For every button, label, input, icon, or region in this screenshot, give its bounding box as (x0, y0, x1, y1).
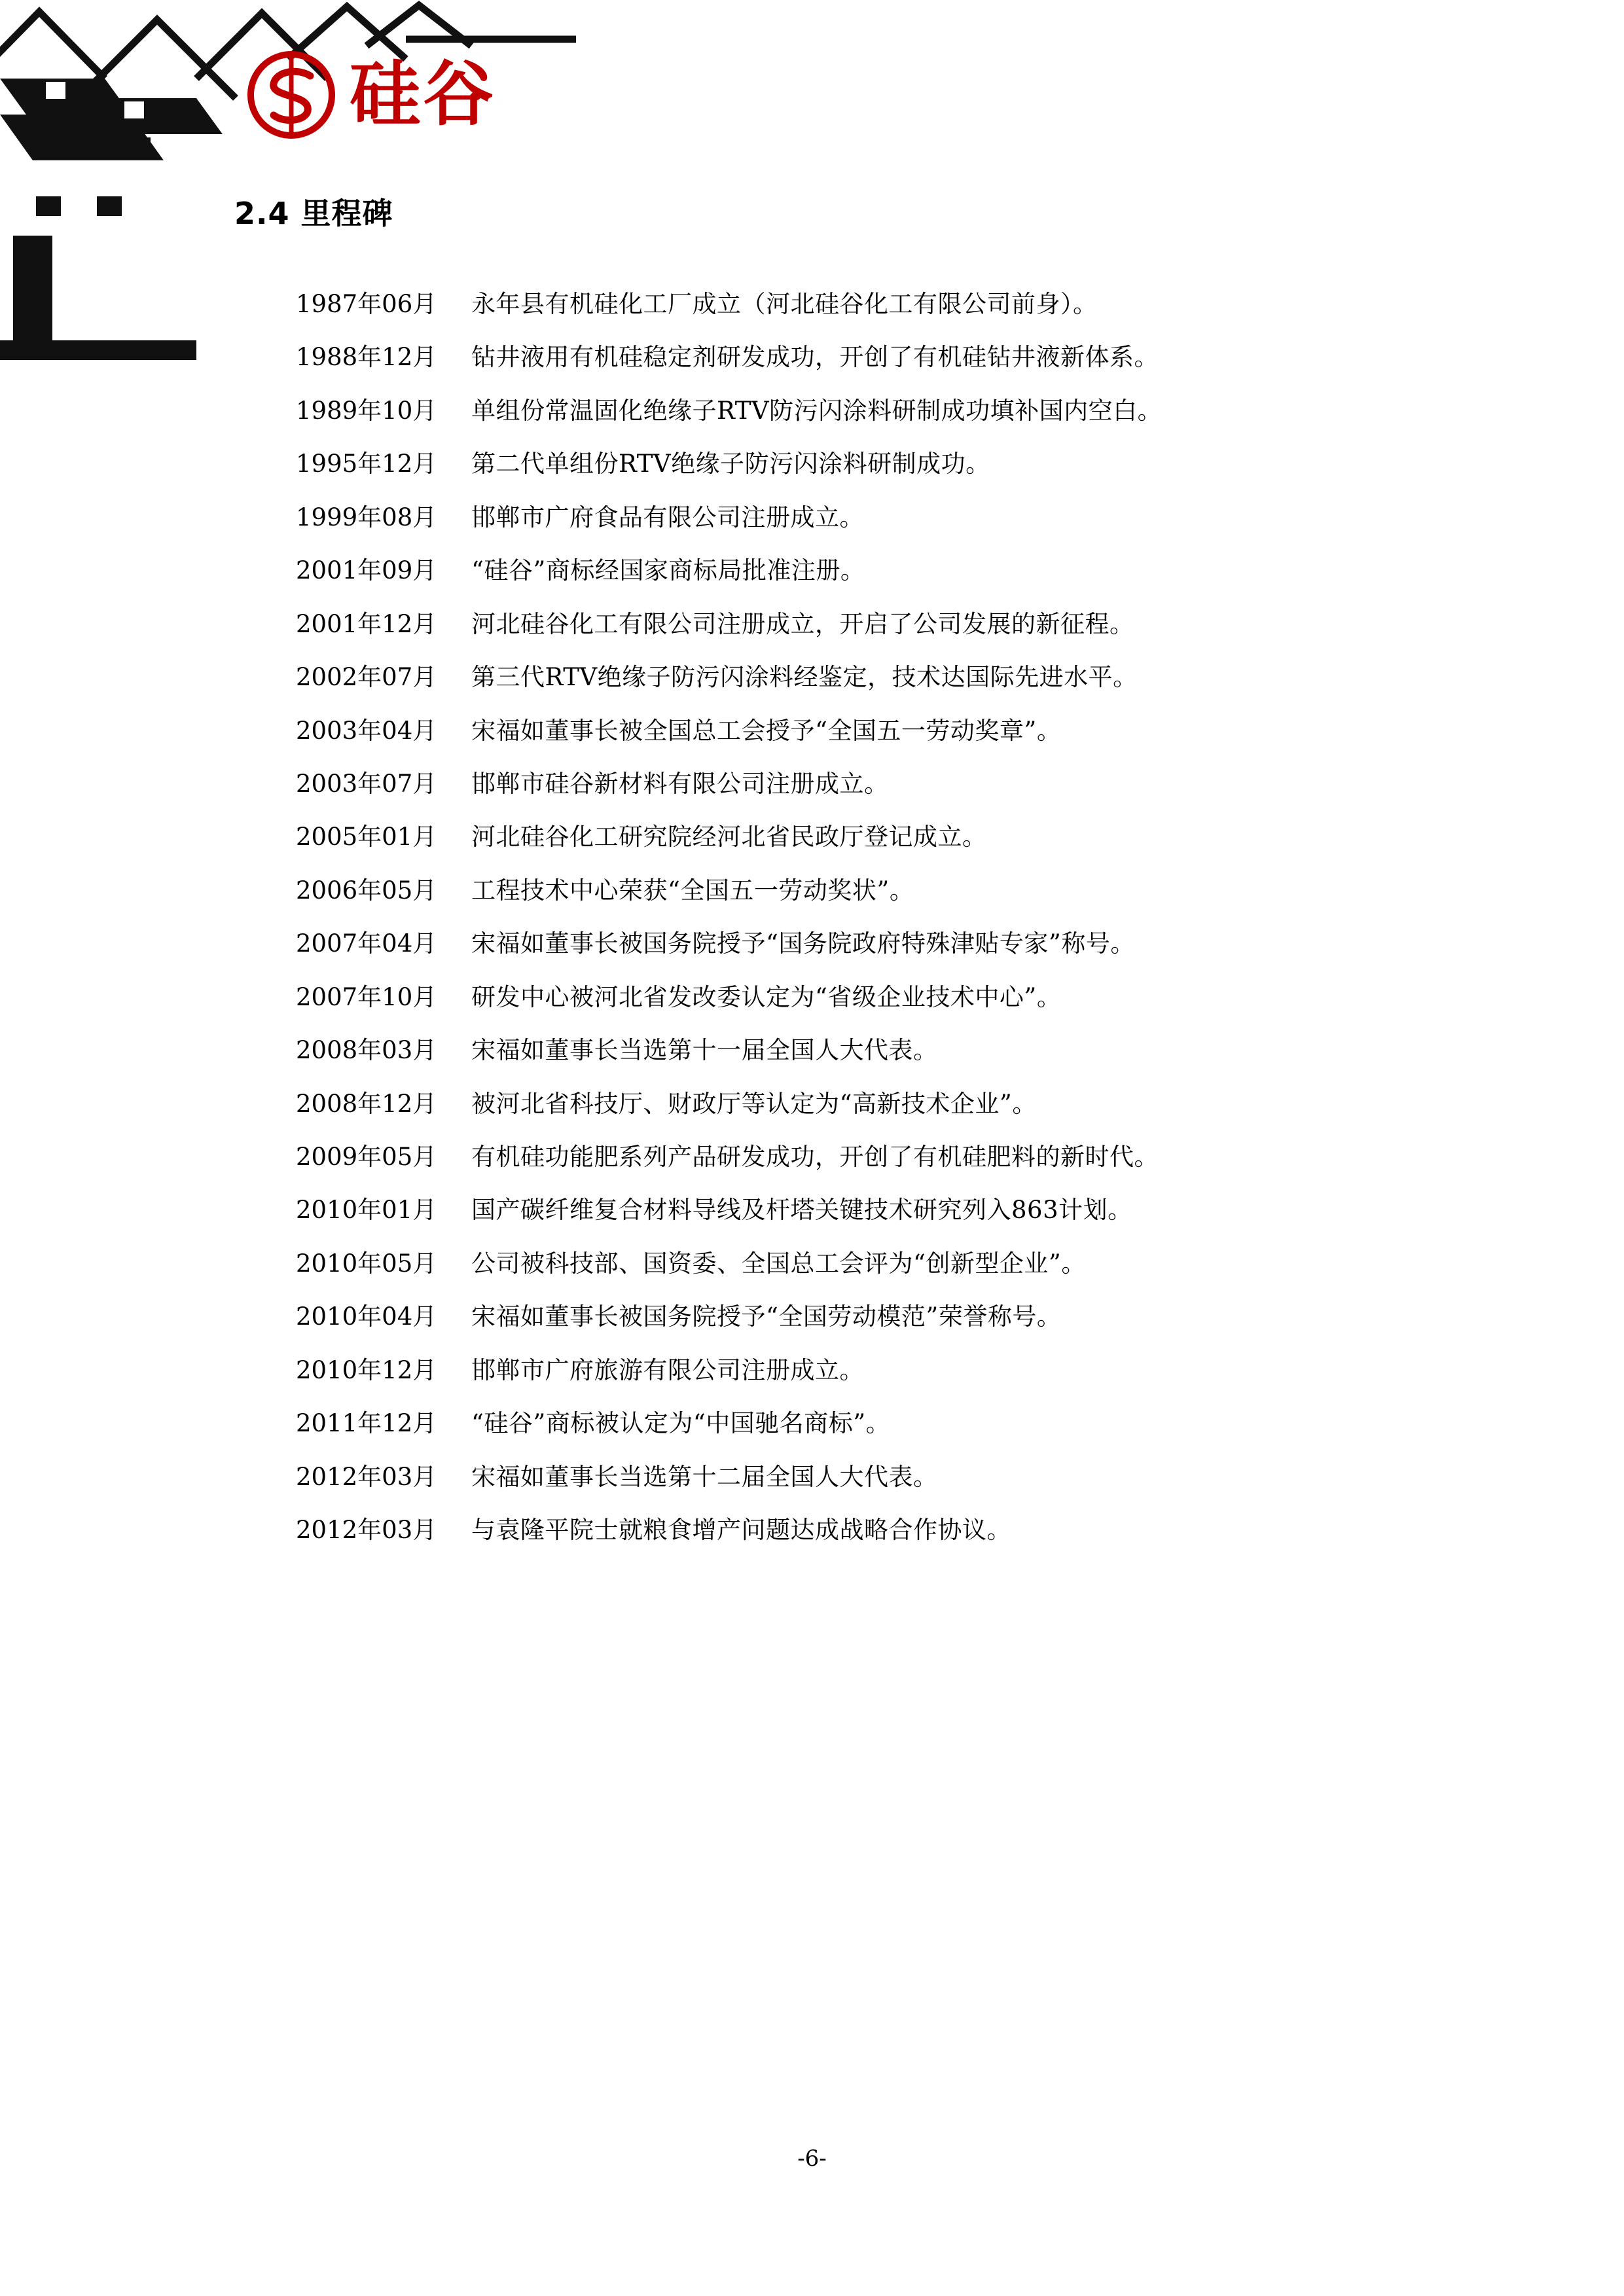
milestone-date: 2009年05月 (296, 1143, 437, 1171)
milestone-date: 2010年05月 (296, 1249, 437, 1278)
milestone-date: 2012年03月 (296, 1516, 437, 1545)
milestone-date: 2012年03月 (296, 1462, 437, 1491)
milestone-text: 河北硅谷化工研究院经河北省民政厅登记成立。 (471, 823, 987, 852)
milestone-text: 邯郸市广府旅游有限公司注册成立。 (471, 1355, 864, 1384)
list-item (296, 1461, 1448, 1494)
list-item (296, 608, 1448, 641)
milestone-text: 国产碳纤维复合材料导线及杆塔关键技术研究列入863计划。 (471, 1196, 1132, 1225)
milestone-text: 宋福如董事长被国务院授予“全国劳动模范”荣誉称号。 (471, 1302, 1062, 1331)
milestone-date: 2003年07月 (296, 769, 437, 798)
milestone-text: 钻井液用有机硅稳定剂研发成功，开创了有机硅钻井液新体系。 (471, 343, 1159, 372)
milestone-date: 2010年12月 (296, 1355, 437, 1384)
list-item (296, 1300, 1448, 1333)
milestone-date: 2008年12月 (296, 1089, 437, 1118)
milestone-text: 单组份常温固化绝缘子RTV防污闪涂料研制成功填补国内空白。 (471, 396, 1163, 425)
milestone-text: 公司被科技部、国资委、全国总工会评为“创新型企业”。 (471, 1249, 1086, 1278)
list-item (296, 661, 1448, 694)
milestone-text: 河北硅谷化工有限公司注册成立，开启了公司发展的新征程。 (471, 609, 1134, 638)
list-item (296, 395, 1448, 427)
list-item (296, 1407, 1448, 1440)
brand-logo-text: 硅谷 (350, 54, 497, 135)
list-item (296, 927, 1448, 960)
list-item (296, 1354, 1448, 1387)
milestone-date: 1988年12月 (296, 343, 437, 372)
milestone-date: 2008年03月 (296, 1036, 437, 1065)
milestone-date: 2003年04月 (296, 716, 437, 745)
milestone-text: 第三代RTV绝缘子防污闪涂料经鉴定，技术达国际先进水平。 (471, 663, 1138, 692)
list-item (296, 554, 1448, 587)
list-item (296, 448, 1448, 480)
milestone-text: 邯郸市广府食品有限公司注册成立。 (471, 503, 864, 531)
milestone-text: 邯郸市硅谷新材料有限公司注册成立。 (471, 769, 889, 798)
milestone-date: 2005年01月 (296, 823, 437, 852)
list-item (296, 768, 1448, 800)
milestone-text: 宋福如董事长被国务院授予“国务院政府特殊津贴专家”称号。 (471, 929, 1135, 958)
list-item (296, 981, 1448, 1014)
brand-logo (242, 46, 496, 144)
page-number: -6- (797, 2145, 827, 2172)
milestone-text: 第二代单组份RTV绝缘子防污闪涂料研制成功。 (471, 450, 990, 478)
milestone-text: 宋福如董事长当选第十二届全国人大代表。 (471, 1462, 938, 1491)
milestone-text: “硅谷”商标经国家商标局批准注册。 (471, 556, 865, 585)
milestone-date: 2011年12月 (296, 1409, 437, 1438)
milestone-date: 2010年01月 (296, 1196, 437, 1225)
silicon-valley-circular-logo-icon (242, 46, 340, 144)
list-item (296, 1247, 1448, 1280)
milestone-text: “硅谷”商标被认定为“中国驰名商标”。 (471, 1409, 891, 1438)
milestone-date: 2007年10月 (296, 982, 437, 1011)
list-item (296, 288, 1448, 321)
list-item (296, 1194, 1448, 1227)
milestone-text: 永年县有机硅化工厂成立（河北硅谷化工有限公司前身）。 (471, 290, 1098, 318)
milestone-date: 1995年12月 (296, 450, 437, 478)
milestone-date: 1987年06月 (296, 290, 437, 318)
list-item (296, 1034, 1448, 1067)
milestone-date: 2001年12月 (296, 609, 437, 638)
list-item (296, 501, 1448, 534)
milestone-date: 2001年09月 (296, 556, 437, 585)
milestone-text: 与袁隆平院士就粮食增产问题达成战略合作协议。 (471, 1516, 1011, 1545)
milestone-text: 宋福如董事长当选第十一届全国人大代表。 (471, 1036, 938, 1065)
section-heading: 2.4 里程碑 (234, 196, 393, 231)
milestone-date: 2007年04月 (296, 929, 437, 958)
milestone-date: 2006年05月 (296, 876, 437, 905)
milestone-text: 工程技术中心荣获“全国五一劳动奖状”。 (471, 876, 914, 905)
list-item (296, 715, 1448, 747)
list-item (296, 1141, 1448, 1174)
milestone-list (296, 288, 1448, 1568)
list-item (296, 1514, 1448, 1547)
milestone-text: 研发中心被河北省发改委认定为“省级企业技术中心”。 (471, 982, 1062, 1011)
list-item (296, 341, 1448, 374)
list-item (296, 874, 1448, 907)
list-item (296, 821, 1448, 853)
milestone-date: 1989年10月 (296, 396, 437, 425)
milestone-text: 被河北省科技厅、财政厅等认定为“高新技术企业”。 (471, 1089, 1037, 1118)
milestone-date: 2002年07月 (296, 663, 437, 692)
milestone-date: 2010年04月 (296, 1302, 437, 1331)
milestone-date: 1999年08月 (296, 503, 437, 531)
milestone-text: 宋福如董事长被全国总工会授予“全国五一劳动奖章”。 (471, 716, 1062, 745)
list-item (296, 1088, 1448, 1121)
milestone-text: 有机硅功能肥系列产品研发成功，开创了有机硅肥料的新时代。 (471, 1143, 1159, 1171)
